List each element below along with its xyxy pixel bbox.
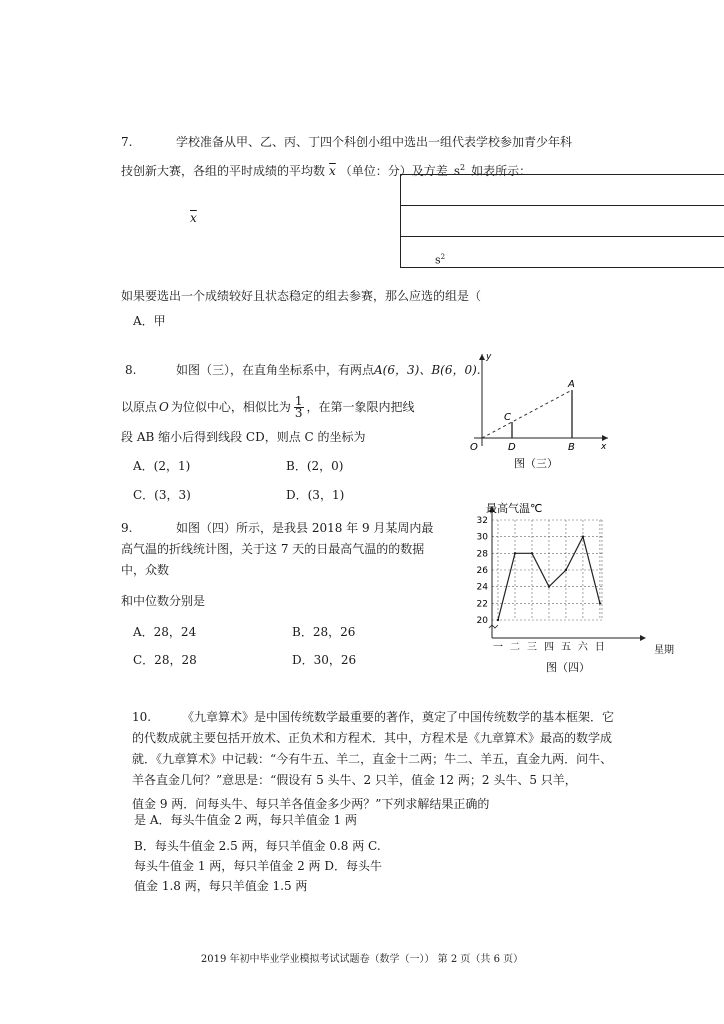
q10-line5: 值金 9 两．问每头牛、每只羊各值金多少两？”下列求解结果正确的: [132, 797, 490, 811]
q9-line2: 高气温的折线统计图，关于这 7 天的日最高气温的的数据: [121, 542, 425, 556]
q8-line2-end: ，在第一象限内把线: [306, 400, 415, 414]
table-cell: [401, 175, 724, 206]
q8-option-c: C．(3，3): [133, 488, 191, 502]
chart-caption: 图（四）: [546, 661, 590, 674]
q7-variance-label: s: [435, 254, 441, 267]
q7-mean-symbol: $\overline{x}$: [329, 164, 336, 178]
fig3-label-c: C: [504, 412, 511, 423]
q10-option-c: 每头牛值金 1 两，每只羊值金 2 两 D．每头牛: [134, 859, 382, 873]
table-row: [401, 175, 724, 206]
q8-ratio-num: 1: [294, 394, 303, 408]
q8-line2-pre: 以原点: [121, 400, 158, 414]
q8-option-b: B．(2，0): [286, 459, 344, 473]
x-tick-label: 四: [543, 642, 554, 653]
figure-four-chart: [458, 496, 688, 676]
data-point: [548, 585, 550, 587]
axis-break: [489, 625, 498, 628]
table-cell: [401, 206, 724, 237]
q8-line2-post: 为位似中心，相似比为: [170, 400, 291, 414]
q10-line2: 的代数成就主要包括开放术、正负术和方程术．其中，方程术是《九章算术》最高的数学成: [132, 731, 613, 745]
chart-y-ticks: [477, 516, 489, 626]
x-tick-label: 三: [526, 642, 537, 653]
page-footer: 2019 年初中毕业学业模拟考试试题卷（数学（一）） 第 2 页（共 6 页）: [200, 954, 524, 965]
q10-line3: 就．《九章算术》中记载：“今有牛五、羊二，直金十二两；牛二、羊五，直金九两．问牛、: [132, 752, 613, 766]
data-point: [514, 552, 516, 554]
data-point: [599, 602, 601, 604]
x-tick-label: 一: [493, 642, 503, 653]
y-tick-label: 22: [476, 599, 488, 610]
q9-option-d: D．30，26: [292, 653, 357, 667]
y-tick-label: 26: [476, 566, 488, 576]
data-point: [497, 619, 499, 621]
fig3-label-d: D: [508, 442, 516, 453]
q7-line2-end: 如表所示：: [471, 164, 532, 178]
q7-mean-label: $\overline{x}$: [190, 211, 197, 225]
fig3-label-x: x: [601, 442, 607, 452]
figure-three: [462, 350, 612, 474]
q10-number: 10.: [132, 710, 152, 724]
q9-number: 9.: [121, 521, 133, 535]
fig3-x-arrow: [602, 435, 608, 441]
y-tick-label: 28: [476, 549, 488, 560]
q8-line2: [121, 396, 415, 419]
table-row: [401, 237, 724, 268]
chart-grid: [492, 520, 602, 620]
q8-points: A(6，3)、B(6，0).: [374, 363, 481, 377]
q8-number: 8.: [125, 363, 137, 377]
y-tick-label: 32: [476, 516, 488, 526]
chart-axes: [489, 506, 646, 641]
q9-line4: 和中位数分别是: [121, 594, 206, 608]
fig3-y-arrow: [479, 354, 485, 360]
q8-option-a: A．(2，1): [133, 459, 191, 473]
q9-line3: 中，众数: [121, 563, 170, 577]
y-tick-label: 24: [476, 582, 488, 593]
table-row: [401, 206, 724, 237]
data-point: [531, 552, 533, 554]
q7-question: 如果要选出一个成绩较好且状态稳定的组去参赛，那么应选的组是（: [121, 289, 482, 303]
q10-option-a: 是 A．每头牛值金 2 两，每只羊值金 1 两: [134, 813, 358, 827]
x-tick-label: 六: [577, 642, 588, 653]
fig3-line-oa: [482, 390, 572, 438]
q7-line2-mid: （单位：分）及方差: [339, 164, 448, 178]
q7-line2-start: 技创新大赛，各组的平时成绩的平均数: [121, 164, 326, 178]
data-point: [582, 535, 584, 537]
q9-option-a: A．28，24: [133, 625, 197, 639]
q8-line1-pre: 如图（三），在直角坐标系中，有两点: [176, 363, 375, 377]
data-point: [565, 569, 567, 571]
q7-variance-sup: 2: [459, 163, 466, 172]
chart-xlabel: 星期: [654, 645, 674, 656]
y-tick-label: 30: [476, 532, 488, 543]
fig3-label-b: B: [568, 442, 575, 453]
fig3-label-y: y: [486, 352, 492, 362]
q7-score-table: [400, 174, 724, 268]
fig3-label-o: O: [470, 442, 478, 453]
q9-line1: 如图（四）所示，是我县 2018 年 9 月某周内最: [176, 521, 434, 535]
q8-line3: 段 AB 缩小后得到线段 CD，则点 C 的坐标为: [121, 430, 366, 444]
y-tick-label: 20: [476, 616, 488, 626]
q8-ratio-den: 3: [294, 406, 303, 420]
fig3-caption: 图（三）: [514, 457, 558, 470]
x-tick-label: 五: [560, 642, 571, 653]
q7-line1: 学校准备从甲、乙、丙、丁四个科创小组中选出一组代表学校参加青少年科: [176, 135, 573, 149]
q10-option-b: B．每头牛值金 2.5 两，每只羊值金 0.8 两 C.: [134, 839, 381, 853]
q8-line1: [176, 362, 481, 378]
q8-option-d: D．(3，1): [286, 488, 345, 502]
q9-option-b: B．28，26: [292, 625, 356, 639]
x-tick-label: 二: [509, 642, 520, 653]
q10-line1: 《九章算术》是中国传统数学最重要的著作，奠定了中国传统数学的基本框架．它: [182, 710, 615, 724]
q7-variance-label-sup: 2: [440, 253, 446, 262]
q7-option-a: A．甲: [133, 314, 166, 328]
x-tick-label: 日: [594, 642, 605, 653]
q10-option-d: 值金 1.8 两，每只羊值金 1.5 两: [134, 879, 308, 893]
q7-number: 7.: [121, 135, 133, 149]
q10-line4: 羊各直金几何？”意思是：“假设有 5 头牛、2 只羊，值金 12 两；2 头牛、5 只羊，: [132, 773, 577, 787]
chart-x-ticks: [493, 641, 605, 653]
table-cell: [401, 237, 724, 268]
q9-option-c: C．28，28: [133, 653, 197, 667]
fig3-label-a: A: [568, 379, 575, 390]
x-axis-arrow: [640, 635, 646, 641]
q8-ratio: [294, 396, 304, 419]
q7-variance-symbol: s: [453, 164, 460, 178]
q8-origin: O: [159, 400, 169, 414]
chart-title: 最高气温℃: [486, 502, 543, 515]
